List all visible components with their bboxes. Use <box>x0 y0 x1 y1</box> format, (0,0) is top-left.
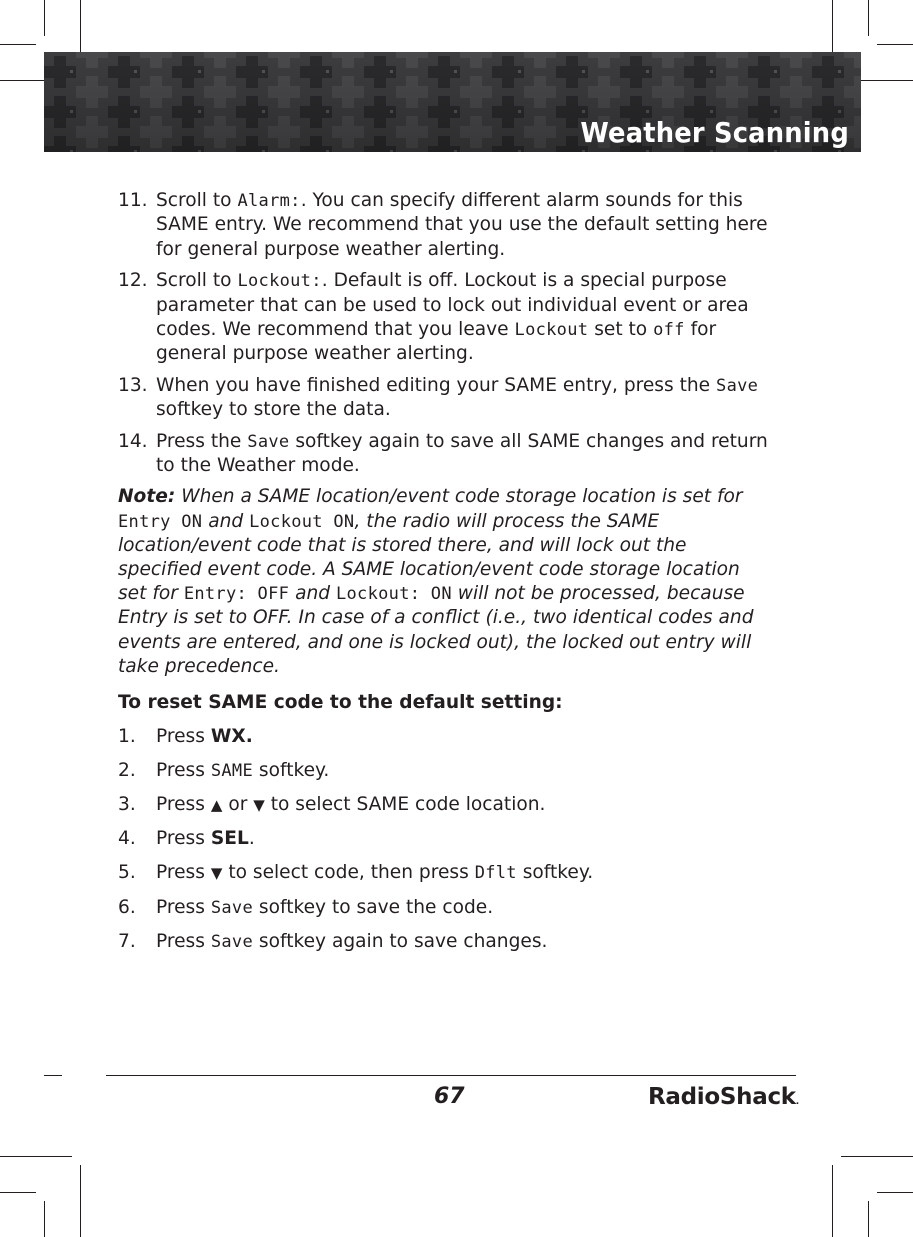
list-item <box>118 827 768 851</box>
crop-mark <box>841 1156 913 1157</box>
text-run: softkey again to save all SAME changes and return to the Weather mode. <box>156 430 768 477</box>
crop-mark <box>832 1165 833 1237</box>
text-run: Press <box>156 896 211 918</box>
page-title: Weather Scanning <box>580 116 849 149</box>
text-run: to select code, then press <box>222 862 475 884</box>
text-run: Press <box>156 759 211 781</box>
crop-mark <box>44 0 45 36</box>
lcd-text: Alarm: <box>237 191 301 211</box>
crop-mark <box>868 0 869 36</box>
crop-mark <box>868 1201 869 1237</box>
text-run: softkey to save the code. <box>253 896 494 918</box>
list-item <box>118 269 768 367</box>
text-run: . <box>248 828 255 850</box>
list-item <box>118 430 768 479</box>
lcd-text: off <box>653 320 685 341</box>
brand-logo <box>648 1084 799 1110</box>
up-arrow-icon: ▲ <box>210 795 223 814</box>
lcd-text: Lockout ON <box>249 511 355 532</box>
list-item <box>118 793 768 817</box>
lcd-text: Save <box>210 897 253 918</box>
list-item-number: 6. <box>118 896 136 918</box>
list-item <box>118 896 768 920</box>
list-item-number: 5. <box>118 862 136 884</box>
list-item-text <box>156 726 253 747</box>
list-item-number: 7. <box>118 930 136 952</box>
list-item-text <box>156 931 547 952</box>
crop-mark <box>877 1192 913 1193</box>
reset-steps-list <box>118 725 768 955</box>
list-item <box>118 374 768 423</box>
text-run: Press <box>156 862 211 884</box>
down-arrow-icon: ▼ <box>210 864 223 883</box>
crop-mark <box>0 44 36 45</box>
list-item <box>118 930 768 954</box>
list-item-number: 13. <box>118 374 148 396</box>
text-run: for general purpose weather alerting. <box>156 319 717 365</box>
list-item-text <box>156 760 329 781</box>
text-run: . Default is off. Lockout is a special purpose parameter that can be used to lock out individual event or area codes. We recommend that you leave <box>156 270 749 341</box>
text-run: will not be processed, because Entry is set to OFF. In case of a conflict (i.e., two identical codes and events are entered, and one is locked out), the locked out entry will take precedence. <box>118 583 754 677</box>
text-run: to select SAME code location. <box>264 793 546 815</box>
list-item <box>118 725 768 749</box>
text-run: softkey. <box>253 759 330 781</box>
lcd-text: Lockout <box>514 320 589 341</box>
text-run: . You can specify different alarm sounds for this SAME entry. We recommend that you use the default setting here for general purpose weather alerting. <box>156 190 768 260</box>
text-run: and <box>202 510 250 532</box>
text-run: Press <box>156 828 211 850</box>
text-run: , the radio will process the SAME location/event code that is stored there, and will lock out the specified event code. A SAME location/event code storage location set for <box>118 510 740 605</box>
list-item <box>118 759 768 783</box>
lcd-text: Save <box>210 931 253 952</box>
crop-mark <box>877 44 913 45</box>
text-run: Press <box>156 793 211 815</box>
text-run: When you have finished editing your SAME entry, press the <box>156 374 717 396</box>
list-item-text <box>156 431 768 476</box>
text-run: softkey. <box>516 862 594 884</box>
lcd-text: Lockout: ON <box>335 584 452 605</box>
note-label: Note: <box>118 486 176 508</box>
text-run: or <box>222 793 254 815</box>
list-item-number: 2. <box>118 759 136 781</box>
list-item-number: 11. <box>118 190 148 211</box>
text-run: softkey to store the data. <box>156 399 391 421</box>
list-item-text <box>156 794 545 815</box>
text-run: Scroll to <box>156 270 238 292</box>
list-item-text <box>156 897 493 918</box>
text-run: softkey again to save changes. <box>253 930 548 952</box>
text-run: and <box>289 583 336 605</box>
list-item-number: 3. <box>118 793 136 815</box>
list-item-text <box>156 190 768 260</box>
note-paragraph <box>118 485 768 679</box>
section-heading: To reset SAME code to the default setting: <box>118 692 563 714</box>
text-run: Scroll to <box>156 190 238 211</box>
crop-mark <box>44 1201 45 1237</box>
text-run: Press the <box>156 430 248 452</box>
lcd-text: Lockout: <box>237 271 322 292</box>
page-number: 67 <box>434 1084 465 1109</box>
lcd-text: Save <box>716 375 759 396</box>
steps-list <box>118 189 768 478</box>
list-item <box>118 189 768 262</box>
list-item-number: 12. <box>118 270 148 292</box>
lcd-text: Dflt <box>474 863 517 884</box>
list-item-text <box>156 375 758 420</box>
key-label: SEL <box>210 828 249 850</box>
lcd-text: Entry ON <box>118 511 203 532</box>
lcd-text: Save <box>247 431 290 452</box>
crop-mark <box>0 1192 36 1193</box>
key-label: WX. <box>210 725 253 747</box>
footer-divider <box>106 1075 796 1076</box>
text-run: Press <box>156 930 211 952</box>
lcd-text: SAME <box>210 760 253 781</box>
list-item-number: 1. <box>118 725 136 747</box>
list-item-number: 14. <box>118 430 148 452</box>
text-run: Press <box>156 725 211 747</box>
list-item-number: 4. <box>118 828 136 850</box>
crop-mark <box>44 1075 62 1076</box>
crop-mark <box>80 1165 81 1237</box>
brand-name: RadioShack <box>648 1084 796 1110</box>
lcd-text: Entry: OFF <box>183 584 290 605</box>
brand-mark: . <box>795 1097 799 1107</box>
text-run: When a SAME location/event code storage location is set for <box>175 486 743 508</box>
text-run: set to <box>588 319 654 341</box>
list-item-text <box>156 862 593 883</box>
content <box>118 189 768 964</box>
list-item <box>118 861 768 885</box>
down-arrow-icon: ▼ <box>253 795 265 814</box>
list-item-text <box>156 828 255 849</box>
list-item-text <box>156 270 749 364</box>
crop-mark <box>0 1156 72 1157</box>
